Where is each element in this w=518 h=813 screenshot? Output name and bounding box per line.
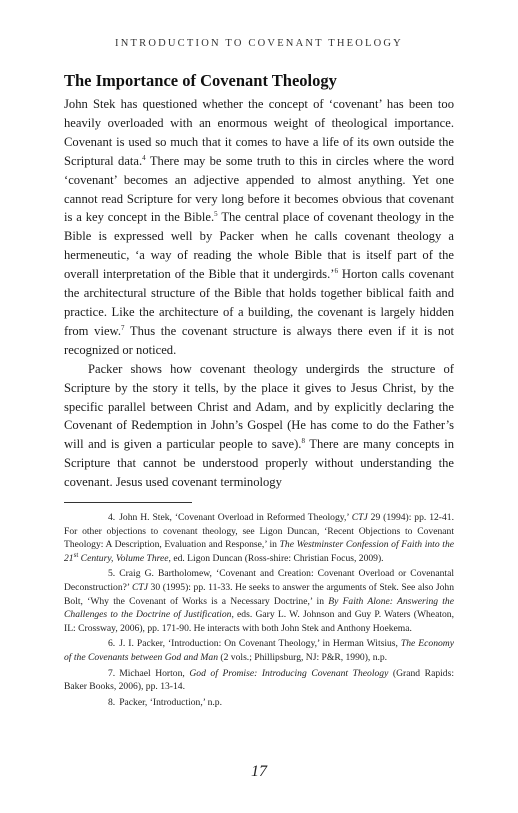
text-run: J. I. Packer, ‘Introduction: On Covenant Theology,’ in Herman Witsius,: [119, 638, 401, 650]
text-run: Horton calls covenant the architectural structure of the Bible that holds together biblical faith and practice. Like the architecture of a building, the covenant is largely hidden from view.: [64, 267, 454, 338]
text-run: Michael Horton,: [119, 667, 190, 679]
italic-text: The Economy of the Covenants between God and Man: [64, 638, 454, 663]
footnote-number: 7.: [108, 667, 116, 679]
italic-text: By Faith Alone: Answering the Challenges to the Doctrine of Justification: [64, 595, 454, 621]
text-run: , ed. Ligon Duncan (Ross-shire: Christian Focus, 2009).: [168, 552, 384, 564]
text-run: Packer, ‘Introduction,’ n.p.: [119, 696, 223, 708]
text-run: There are many concepts in Scripture that cannot be understood properly without understanding the covenant. Jesus used covenant terminology: [64, 437, 455, 490]
footnote-separator: [64, 502, 192, 503]
footnote-number: 8.: [108, 696, 116, 708]
page-content: [64, 70, 454, 709]
footnote: [64, 667, 454, 694]
text-run: Craig G. Bartholomew, ‘Covenant and Creation: Covenant Overload or Covenantal Deconstruction?’: [64, 568, 454, 593]
footnote-number: 5.: [108, 568, 116, 580]
text-run: 29 (1994): pp. 12-41. For other objections to covenant theology, see Ligon Duncan, ‘Recent Objections to Covenant Theology: A Description, Evaluation and Response,’ in: [64, 512, 454, 551]
body-paragraph: [64, 360, 454, 492]
superscript: 7: [120, 323, 125, 332]
footnote: [64, 511, 454, 565]
superscript: 5: [214, 210, 218, 219]
text-run: Thus the covenant structure is always there even if it is not recognized or noticed.: [64, 323, 454, 357]
text-run: Packer shows how covenant theology undergirds the structure of Scripture by the story it tells, by the place it gives to Jesus Christ, by the specific parallel between Christ and Adam, and by explicitly declaring the Covenant of Redemption in John’s Gospel (He has come to do the Father’s will and is given a particular people to save).: [64, 361, 454, 452]
footnote-number: 6.: [108, 638, 116, 650]
text-run: John Stek has questioned whether the concept of ‘covenant’ has been too heavily overloaded with an enormous weight of theological importance. Covenant is used so much that it comes to have a life of its own outside the Scriptural data.: [64, 97, 454, 168]
superscript: 8: [301, 437, 305, 446]
page-number: 17: [251, 763, 267, 780]
italic-text: CTJ: [351, 512, 368, 524]
footnote-number: 4.: [108, 512, 116, 524]
footnote: [64, 637, 454, 664]
text-run: John H. Stek, ‘Covenant Overload in Reformed Theology,’: [119, 512, 352, 524]
italic-text: God of Promise: Introducing Covenant Theology: [189, 667, 389, 679]
superscript: 6: [334, 266, 338, 275]
footnote: [64, 567, 454, 635]
text-run: , eds. Gary L. W. Johnson and Guy P. Waters (Wheaton, IL: Crossway, 2006), pp. 171-90. He interacts with both John Stek and Anthony Hoekema.: [64, 609, 454, 634]
superscript: 4: [142, 153, 146, 162]
footnote: [64, 696, 454, 710]
italic-text: Century, Volume Three: [78, 552, 169, 564]
italic-text: The Westminster Confession of Faith into the 21: [64, 539, 455, 564]
text-run: 30 (1995): pp. 11-33. He seeks to answer the arguments of Stek. See also John Bolt, ‘Why the Covenant of Works is a Necessary Doctrine,’ in: [64, 582, 454, 607]
section-title: The Importance of Covenant Theology: [64, 71, 337, 90]
running-head: INTRODUCTION TO COVENANT THEOLOGY: [115, 38, 403, 49]
text-run: (Grand Rapids: Baker Books, 2006), pp. 13-14.: [64, 667, 454, 693]
italic-text: CTJ: [131, 582, 148, 593]
text-run: There may be some truth to this in circles where the word ‘covenant’ becomes an adjective appended to almost anything. Yet one cannot read Scripture for very long before it becomes obvious that covenant is a key concept in the Bible.: [64, 153, 454, 225]
body-paragraph: [64, 95, 454, 360]
text-run: The central place of covenant theology in the Bible is expressed well by Packer when he calls covenant theology a hermeneutic, ‘a way of reading the whole Bible that is itself part of the overall interpretation of the Bible that it undergirds.’: [64, 210, 455, 282]
superscript: st: [73, 550, 79, 559]
text-run: (2 vols.; Phillipsburg, NJ: P&R, 1990), n.p.: [218, 651, 388, 663]
footnotes: [64, 511, 454, 709]
